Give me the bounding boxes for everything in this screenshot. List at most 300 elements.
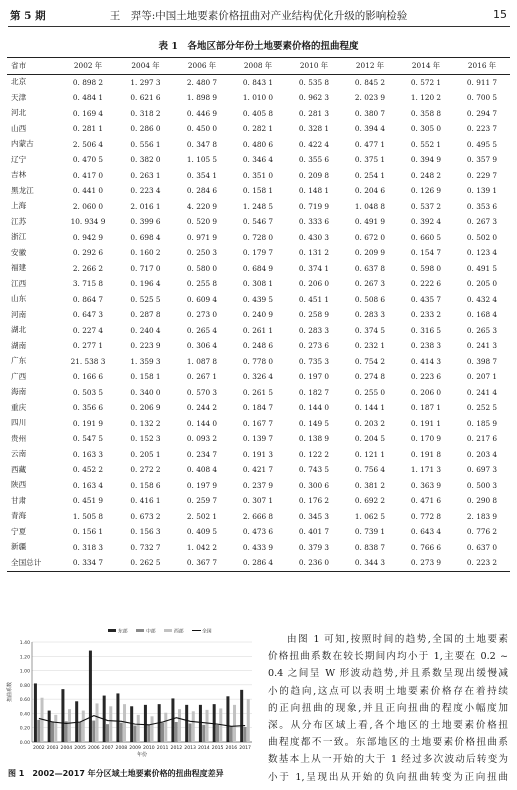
x-tick-label: 2006: [88, 746, 100, 751]
table-row: [7, 199, 510, 215]
bar-中部: [106, 724, 109, 742]
x-tick-label: 2010: [143, 746, 155, 751]
cell-value: 4. 220 9: [186, 201, 218, 211]
table-row: [7, 276, 510, 292]
row-province: 浙江: [11, 232, 27, 242]
row-province: 安徽: [11, 247, 27, 257]
legend-label: 中部: [146, 629, 156, 635]
cell-value: 0. 380 7: [354, 108, 386, 118]
cell-value: 0. 477 1: [354, 139, 386, 149]
cell-value: 0. 843 1: [242, 77, 274, 87]
cell-value: 0. 261 1: [242, 325, 274, 335]
header-year: 2010 年: [299, 61, 329, 71]
cell-value: 0. 156 3: [130, 527, 161, 537]
x-tick-label: 2012: [170, 746, 183, 751]
header-year: 2014 年: [411, 61, 441, 71]
cell-value: 0. 300 6: [298, 480, 330, 490]
cell-value: 2. 506 4: [72, 139, 104, 149]
cell-value: 0. 241 3: [466, 341, 498, 351]
table-row: [7, 509, 510, 525]
cell-value: 0. 203 2: [354, 418, 386, 428]
cell-value: 0. 446 9: [186, 108, 218, 118]
body-line: 小的趋向,这点可以表明土地要素价格存在着持续: [268, 685, 508, 697]
cell-value: 0. 273 9: [410, 558, 442, 568]
header-year: 2004 年: [131, 61, 160, 71]
bar-西部: [151, 716, 154, 742]
cell-value: 1. 042 2: [186, 542, 218, 552]
cell-value: 0. 643 4: [410, 527, 442, 537]
bar-东部: [116, 693, 119, 742]
bar-西部: [96, 703, 99, 742]
cell-value: 0. 344 3: [354, 558, 386, 568]
cell-value: 0. 154 7: [410, 248, 442, 258]
cell-value: 0. 495 5: [466, 139, 498, 149]
cell-value: 0. 286 4: [242, 558, 274, 568]
cell-value: 0. 503 5: [72, 387, 104, 397]
cell-value: 0. 138 9: [298, 434, 330, 444]
bar-西部: [247, 699, 250, 742]
cell-value: 0. 345 3: [298, 511, 330, 521]
cell-value: 0. 316 5: [410, 325, 442, 335]
cell-value: 0. 911 7: [466, 77, 498, 87]
cell-value: 1. 105 5: [186, 155, 218, 165]
y-tick-label: 0.80: [19, 683, 30, 689]
row-province: 广东: [11, 356, 27, 366]
cell-value: 0. 166 6: [72, 372, 104, 382]
bar-中部: [65, 721, 68, 742]
cell-value: 1. 087 8: [186, 356, 218, 366]
cell-value: 0. 660 5: [410, 232, 442, 242]
table-row: [7, 400, 510, 416]
cell-value: 0. 258 9: [298, 310, 330, 320]
cell-value: 0. 508 6: [354, 294, 386, 304]
cell-value: 0. 287 8: [130, 310, 161, 320]
cell-value: 0. 209 9: [354, 248, 386, 258]
x-tick-label: 2005: [74, 746, 86, 751]
body-line: 0.4 之间呈 W 形波动趋势,并且系数呈现出缓慢减: [268, 668, 508, 680]
cell-value: 0. 273 6: [298, 341, 330, 351]
table-body: [7, 74, 510, 571]
cell-value: 0. 409 5: [186, 527, 218, 537]
bar-中部: [161, 723, 164, 742]
y-tick-label: 0.60: [19, 698, 30, 704]
cell-value: 0. 673 2: [130, 511, 161, 521]
table-row: [7, 261, 510, 277]
table-row: [7, 168, 510, 184]
body-paragraph: [268, 631, 508, 786]
cell-value: 0. 520 9: [186, 217, 218, 227]
cell-value: 0. 717 0: [130, 263, 161, 273]
cell-value: 0. 305 0: [410, 124, 442, 134]
cell-value: 0. 254 1: [354, 170, 386, 180]
cell-value: 0. 971 9: [186, 232, 218, 242]
cell-value: 0. 273 0: [186, 310, 218, 320]
bar-东部: [171, 698, 174, 742]
cell-value: 0. 232 1: [354, 341, 386, 351]
cell-value: 21. 538 3: [70, 356, 106, 366]
cell-value: 0. 838 7: [354, 542, 386, 552]
cell-value: 0. 281 3: [298, 108, 330, 118]
table-row: [7, 354, 510, 370]
cell-value: 0. 229 7: [466, 170, 498, 180]
body-line: 深。从分布区域上看,各个地区的土地要素价格扭: [268, 719, 508, 731]
row-province: 内蒙古: [11, 139, 34, 149]
cell-value: 0. 209 8: [298, 170, 330, 180]
table-row: [7, 106, 510, 122]
cell-value: 0. 131 2: [298, 248, 330, 258]
legend-swatch: [164, 629, 172, 632]
cell-value: 0. 735 3: [298, 356, 330, 366]
bar-西部: [109, 706, 112, 742]
cell-value: 0. 286 0: [130, 124, 161, 134]
cell-value: 0. 294 7: [466, 108, 498, 118]
bar-东部: [48, 711, 51, 742]
table-row: [7, 152, 510, 168]
cell-value: 0. 265 3: [466, 325, 498, 335]
bar-西部: [192, 711, 195, 742]
cell-value: 0. 282 1: [242, 124, 274, 134]
cell-value: 0. 537 2: [410, 201, 442, 211]
cell-value: 0. 417 0: [72, 170, 104, 180]
cell-value: 0. 450 0: [186, 124, 218, 134]
cell-value: 0. 328 1: [298, 124, 330, 134]
cell-value: 0. 223 9: [130, 341, 161, 351]
bar-西部: [178, 709, 181, 742]
cell-value: 0. 191 1: [410, 418, 442, 428]
cell-value: 0. 240 4: [130, 325, 161, 335]
cell-value: 0. 333 6: [298, 217, 330, 227]
cell-value: 0. 206 9: [130, 403, 161, 413]
table-header-row: [7, 58, 510, 75]
cell-value: 0. 265 4: [186, 325, 218, 335]
cell-value: 0. 942 9: [72, 232, 104, 242]
cell-value: 0. 158 1: [130, 372, 161, 382]
table-row: [7, 323, 510, 339]
cell-value: 0. 698 4: [130, 232, 161, 242]
cell-value: 0. 728 0: [242, 232, 274, 242]
cell-value: 1. 297 3: [130, 77, 161, 87]
bar-中部: [243, 727, 246, 742]
cell-value: 0. 432 4: [466, 294, 498, 304]
cell-value: 0. 241 4: [466, 387, 498, 397]
cell-value: 0. 346 4: [242, 155, 274, 165]
cell-value: 0. 292 6: [72, 248, 104, 258]
row-province: 山东: [11, 294, 27, 304]
cell-value: 0. 158 1: [242, 186, 274, 196]
cell-value: 0. 392 4: [410, 217, 442, 227]
cell-value: 0. 191 8: [410, 449, 442, 459]
cell-value: 0. 363 9: [410, 480, 442, 490]
cell-value: 0. 637 8: [354, 263, 386, 273]
running-title: 王 羿等:中国土地要素价格扭曲对产业结构优化升级的影响检验: [109, 10, 408, 22]
cell-value: 0. 306 4: [186, 341, 218, 351]
distortion-chart: [4, 624, 256, 766]
cell-value: 0. 290 8: [466, 496, 498, 506]
row-province: 全国总计: [11, 557, 42, 567]
cell-value: 0. 318 2: [130, 108, 161, 118]
body-line: 曲程度都不一致。东部地区的土地要素价格扭曲系: [268, 737, 508, 749]
cell-value: 0. 535 8: [298, 77, 330, 87]
cell-value: 0. 149 5: [298, 418, 330, 428]
cell-value: 0. 204 6: [354, 186, 386, 196]
page-number: 15: [493, 8, 507, 21]
cell-value: 0. 144 1: [354, 403, 386, 413]
cell-value: 0. 122 2: [298, 449, 330, 459]
cell-value: 0. 556 1: [130, 139, 161, 149]
cell-value: 0. 672 0: [354, 232, 386, 242]
cell-value: 0. 382 0: [130, 155, 161, 165]
cell-value: 0. 217 6: [466, 434, 498, 444]
cell-value: 0. 223 7: [466, 124, 498, 134]
cell-value: 0. 421 7: [242, 465, 274, 475]
cell-value: 2. 060 0: [72, 201, 104, 211]
cell-value: 0. 132 2: [130, 418, 161, 428]
cell-value: 0. 435 7: [410, 294, 442, 304]
cell-value: 0. 148 1: [298, 186, 330, 196]
table-row: [7, 74, 510, 90]
row-province: 海南: [11, 387, 27, 397]
row-province: 湖北: [11, 325, 27, 335]
cell-value: 0. 262 5: [130, 558, 161, 568]
cell-value: 0. 358 8: [410, 108, 442, 118]
cell-value: 1. 010 0: [242, 93, 274, 103]
cell-value: 0. 572 1: [410, 77, 442, 87]
cell-value: 0. 187 1: [410, 403, 442, 413]
cell-value: 0. 433 9: [242, 542, 274, 552]
cell-value: 0. 778 0: [242, 356, 274, 366]
cell-value: 0. 547 5: [72, 434, 104, 444]
cell-value: 0. 255 0: [354, 387, 386, 397]
row-province: 贵州: [11, 433, 27, 443]
bar-中部: [37, 720, 40, 742]
cell-value: 0. 236 0: [298, 558, 330, 568]
x-tick-label: 2009: [129, 746, 141, 751]
cell-value: 0. 347 8: [186, 139, 218, 149]
x-tick-label: 2004: [60, 746, 73, 751]
cell-value: 0. 206 0: [298, 279, 330, 289]
cell-value: 0. 502 0: [466, 232, 498, 242]
cell-value: 0. 267 1: [186, 372, 218, 382]
cell-value: 0. 381 2: [354, 480, 386, 490]
bar-中部: [175, 722, 178, 742]
cell-value: 0. 379 3: [298, 542, 330, 552]
cell-value: 0. 416 1: [130, 496, 161, 506]
cell-value: 2. 480 7: [186, 77, 218, 87]
bar-东部: [61, 689, 64, 742]
cell-value: 0. 156 1: [72, 527, 104, 537]
header-year: 2016 年: [467, 61, 497, 71]
table-total-row: [7, 555, 510, 571]
cell-value: 0. 248 6: [242, 341, 274, 351]
y-tick-label: 0.40: [19, 712, 30, 718]
running-header: [4, 8, 513, 24]
cell-value: 0. 167 7: [242, 418, 274, 428]
body-line: 的正向扭曲的现象,并且正向扭曲的程度小幅度加: [268, 702, 508, 714]
table-row: [7, 493, 510, 509]
bar-东部: [144, 705, 147, 742]
cell-value: 0. 401 7: [298, 527, 330, 537]
x-tick-label: 2011: [156, 746, 169, 751]
cell-value: 0. 283 3: [298, 325, 330, 335]
cell-value: 0. 743 5: [298, 465, 330, 475]
cell-value: 0. 197 0: [298, 372, 330, 382]
cell-value: 0. 405 8: [242, 108, 274, 118]
cell-value: 10. 934 9: [70, 217, 106, 227]
row-province: 江苏: [11, 216, 27, 226]
cell-value: 2. 016 1: [130, 201, 161, 211]
cell-value: 1. 120 2: [410, 93, 442, 103]
cell-value: 0. 570 3: [186, 387, 218, 397]
y-tick-label: 1.40: [19, 641, 30, 646]
cell-value: 0. 318 3: [72, 542, 104, 552]
bar-东部: [89, 651, 92, 742]
cell-value: 0. 283 3: [354, 310, 386, 320]
table-row: [7, 230, 510, 246]
cell-value: 0. 179 7: [242, 248, 274, 258]
x-tick-label: 2013: [184, 746, 196, 751]
body-line: 由图 1 可知,按照时间的趋势,全国的土地要素: [287, 634, 508, 645]
bar-西部: [233, 705, 236, 742]
cell-value: 1. 171 3: [410, 465, 442, 475]
cell-value: 0. 398 7: [466, 356, 498, 366]
distortion-table: [7, 57, 510, 572]
cell-value: 0. 308 1: [242, 279, 274, 289]
cell-value: 0. 261 5: [242, 387, 274, 397]
cell-value: 0. 233 2: [410, 310, 442, 320]
cell-value: 0. 234 7: [186, 449, 218, 459]
cell-value: 0. 621 6: [130, 93, 161, 103]
cell-value: 1. 062 5: [354, 511, 386, 521]
cell-value: 0. 223 6: [410, 372, 442, 382]
cell-value: 0. 732 7: [130, 542, 161, 552]
x-tick-label: 2014: [198, 746, 210, 751]
cell-value: 0. 692 2: [354, 496, 386, 506]
table-row: [7, 214, 510, 230]
cell-value: 0. 244 2: [186, 403, 218, 413]
bar-西部: [54, 715, 57, 742]
cell-value: 0. 422 4: [298, 139, 330, 149]
figure-caption: 图 1 2002—2017 年分区域土地要素价格的扭曲程度差异: [8, 769, 224, 778]
cell-value: 0. 196 4: [130, 279, 161, 289]
cell-value: 0. 451 9: [72, 496, 104, 506]
cell-value: 0. 160 2: [130, 248, 161, 258]
cell-value: 0. 139 1: [466, 186, 498, 196]
cell-value: 0. 144 0: [186, 418, 218, 428]
bar-东部: [199, 705, 202, 742]
cell-value: 0. 123 4: [466, 248, 498, 258]
cell-value: 0. 274 8: [354, 372, 386, 382]
cell-value: 0. 205 1: [130, 449, 161, 459]
row-province: 西藏: [11, 464, 27, 474]
row-province: 江西: [11, 278, 27, 288]
y-tick-label: 1.00: [19, 669, 30, 675]
cell-value: 0. 864 7: [72, 294, 104, 304]
cell-value: 0. 248 2: [410, 170, 442, 180]
cell-value: 0. 552 1: [410, 139, 442, 149]
table-row: [7, 307, 510, 323]
bar-中部: [92, 721, 95, 742]
cell-value: 0. 491 9: [354, 217, 386, 227]
cell-value: 0. 207 1: [466, 372, 498, 382]
cell-value: 0. 184 7: [242, 403, 274, 413]
cell-value: 0. 277 1: [72, 341, 104, 351]
row-province: 河南: [11, 309, 27, 319]
cell-value: 1. 505 8: [72, 511, 104, 521]
table-row: [7, 447, 510, 463]
bar-西部: [123, 704, 126, 742]
cell-value: 0. 500 3: [466, 480, 498, 490]
bar-西部: [206, 710, 209, 742]
cell-value: 0. 772 8: [410, 511, 442, 521]
cell-value: 0. 470 5: [72, 155, 104, 165]
table-row: [7, 338, 510, 354]
issue-label: 第 5 期: [10, 10, 46, 22]
cell-value: 1. 898 9: [186, 93, 218, 103]
cell-value: 0. 898 2: [72, 77, 104, 87]
cell-value: 0. 326 4: [242, 372, 274, 382]
row-province: 黑龙江: [11, 185, 34, 195]
cell-value: 3. 715 8: [72, 279, 104, 289]
cell-value: 0. 598 0: [410, 263, 442, 273]
cell-value: 0. 163 3: [72, 449, 104, 459]
bar-中部: [133, 726, 136, 742]
bar-东部: [240, 690, 243, 742]
table-row: [7, 292, 510, 308]
legend-swatch: [108, 629, 116, 632]
cell-value: 0. 223 4: [130, 186, 161, 196]
cell-value: 0. 414 3: [410, 356, 442, 366]
cell-value: 0. 776 2: [466, 527, 498, 537]
cell-value: 0. 700 5: [466, 93, 498, 103]
bar-东部: [226, 696, 229, 742]
cell-value: 0. 374 5: [354, 325, 386, 335]
row-province: 河北: [11, 108, 27, 118]
x-tick-label: 2015: [211, 746, 224, 751]
cell-value: 0. 367 7: [186, 558, 218, 568]
cell-value: 0. 357 9: [466, 155, 498, 165]
cell-value: 0. 962 3: [298, 93, 330, 103]
cell-value: 0. 399 6: [130, 217, 161, 227]
x-tick-label: 2017: [239, 746, 251, 751]
cell-value: 0. 182 7: [298, 387, 330, 397]
cell-value: 0. 126 9: [410, 186, 442, 196]
cell-value: 0. 206 0: [410, 387, 442, 397]
cell-value: 0. 355 6: [298, 155, 330, 165]
cell-value: 0. 439 5: [242, 294, 274, 304]
body-line: 数基本上从一开始的大于 1 经过多次波动后转变为: [268, 754, 508, 766]
bar-西部: [82, 711, 85, 742]
row-province: 甘肃: [11, 495, 27, 505]
cell-value: 0. 580 0: [186, 263, 218, 273]
cell-value: 2. 666 8: [242, 511, 274, 521]
body-line: 价格扭曲系数在较长期间内均小于 1,主要在 0.2 ~: [268, 651, 508, 663]
cell-value: 0. 334 7: [72, 558, 104, 568]
bar-中部: [230, 726, 233, 742]
y-tick-label: 0.20: [19, 726, 30, 732]
table-row: [7, 183, 510, 199]
bar-中部: [78, 722, 81, 742]
header-year: 2008 年: [243, 61, 273, 71]
cell-value: 0. 170 9: [410, 434, 442, 444]
cell-value: 0. 240 9: [242, 310, 274, 320]
row-province: 陕西: [11, 480, 27, 490]
cell-value: 0. 281 1: [72, 124, 104, 134]
cell-value: 0. 197 9: [186, 480, 218, 490]
x-tick-label: 2008: [115, 746, 128, 751]
row-province: 吉林: [11, 170, 27, 180]
cell-value: 0. 238 3: [410, 341, 442, 351]
cell-value: 1. 048 8: [354, 201, 386, 211]
